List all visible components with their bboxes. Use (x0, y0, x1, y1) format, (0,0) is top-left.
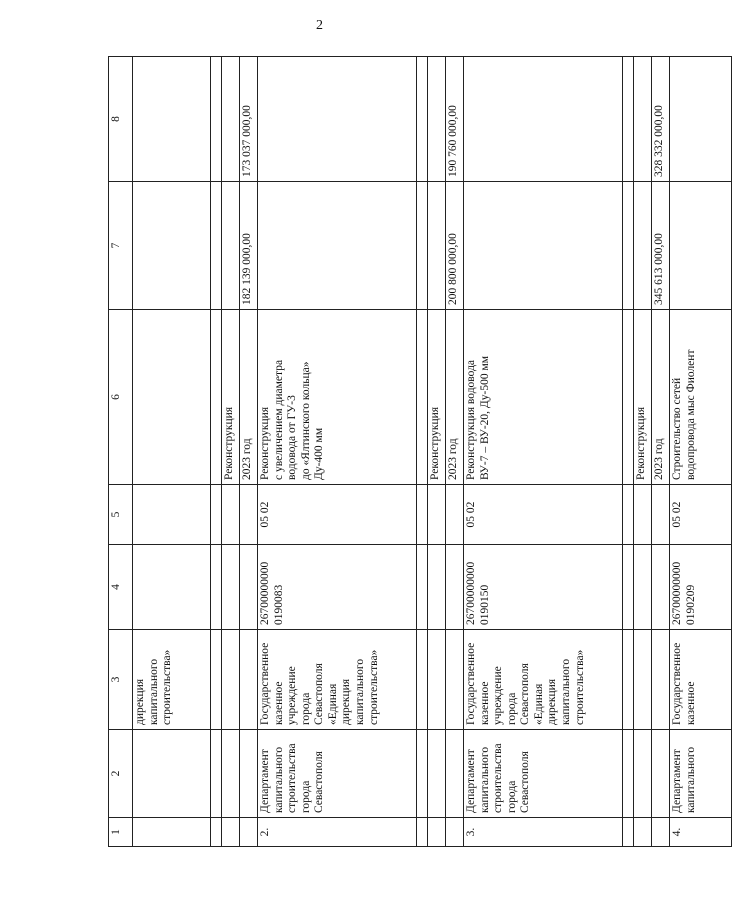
section-cell: 05 02 (670, 485, 732, 545)
spacer-row (211, 57, 222, 847)
work-type-row (222, 57, 240, 847)
table-row (258, 57, 417, 847)
year-label: 2023 год (652, 310, 670, 485)
amount-col-8: 190 760 000,00 (446, 57, 464, 182)
continuation-organization: дирекция капитального строительства» (133, 630, 211, 730)
row-index: 3. (464, 818, 623, 847)
header-col-3: 3 (109, 630, 133, 730)
organization-cell: Государственное казенное (670, 630, 732, 730)
budget-table (108, 56, 732, 847)
code-cell: 26700000000 0190083 (258, 545, 417, 630)
work-type-row (634, 57, 652, 847)
code-cell: 26700000000 0190209 (670, 545, 732, 630)
department-cell: Департамент капитального (670, 730, 732, 818)
work-type-row (428, 57, 446, 847)
header-col-5: 5 (109, 485, 133, 545)
work-type-label: Реконструкция (634, 310, 652, 485)
object-cell: Реконструкция водовода ВУ-7 – ВУ-20, Ду-500 мм (464, 310, 623, 485)
continuation-row (133, 57, 211, 847)
organization-cell: Государственное казенное учреждение города Севастополя «Единая дирекция капитального строительства» (464, 630, 623, 730)
table-row (670, 57, 732, 847)
year-row (652, 57, 670, 847)
section-cell: 05 02 (258, 485, 417, 545)
header-col-4: 4 (109, 545, 133, 630)
header-col-7: 7 (109, 182, 133, 310)
header-col-8: 8 (109, 57, 133, 182)
code-cell: 26700000000 0190150 (464, 545, 623, 630)
row-index: 4. (670, 818, 732, 847)
year-row (240, 57, 258, 847)
department-cell: Департамент капитального строительства города Севастополя (258, 730, 417, 818)
header-col-1: 1 (109, 818, 133, 847)
object-cell: Строительство сетей водопровода мыс Фиолент (670, 310, 732, 485)
amount-col-7: 182 139 000,00 (240, 182, 258, 310)
year-label: 2023 год (446, 310, 464, 485)
work-type-label: Реконструкция (222, 310, 240, 485)
table-row (464, 57, 623, 847)
amount-col-7: 200 800 000,00 (446, 182, 464, 310)
page-number: 2 (316, 18, 323, 33)
year-label: 2023 год (240, 310, 258, 485)
section-cell: 05 02 (464, 485, 623, 545)
amount-col-7: 345 613 000,00 (652, 182, 670, 310)
object-cell: Реконструкция с увеличением диаметра водовода от ГУ-3 до «Ялтинского кольца» Ду-400 мм (258, 310, 417, 485)
organization-cell: Государственное казенное учреждение города Севастополя «Единая дирекция капитального строительства» (258, 630, 417, 730)
header-row (109, 57, 133, 847)
amount-col-8: 328 332 000,00 (652, 57, 670, 182)
work-type-label: Реконструкция (428, 310, 446, 485)
header-col-6: 6 (109, 310, 133, 485)
budget-table-sheet (108, 57, 697, 847)
header-col-2: 2 (109, 730, 133, 818)
row-index: 2. (258, 818, 417, 847)
amount-col-8: 173 037 000,00 (240, 57, 258, 182)
year-row (446, 57, 464, 847)
spacer-row (417, 57, 428, 847)
spacer-row (623, 57, 634, 847)
department-cell: Департамент капитального строительства города Севастополя (464, 730, 623, 818)
